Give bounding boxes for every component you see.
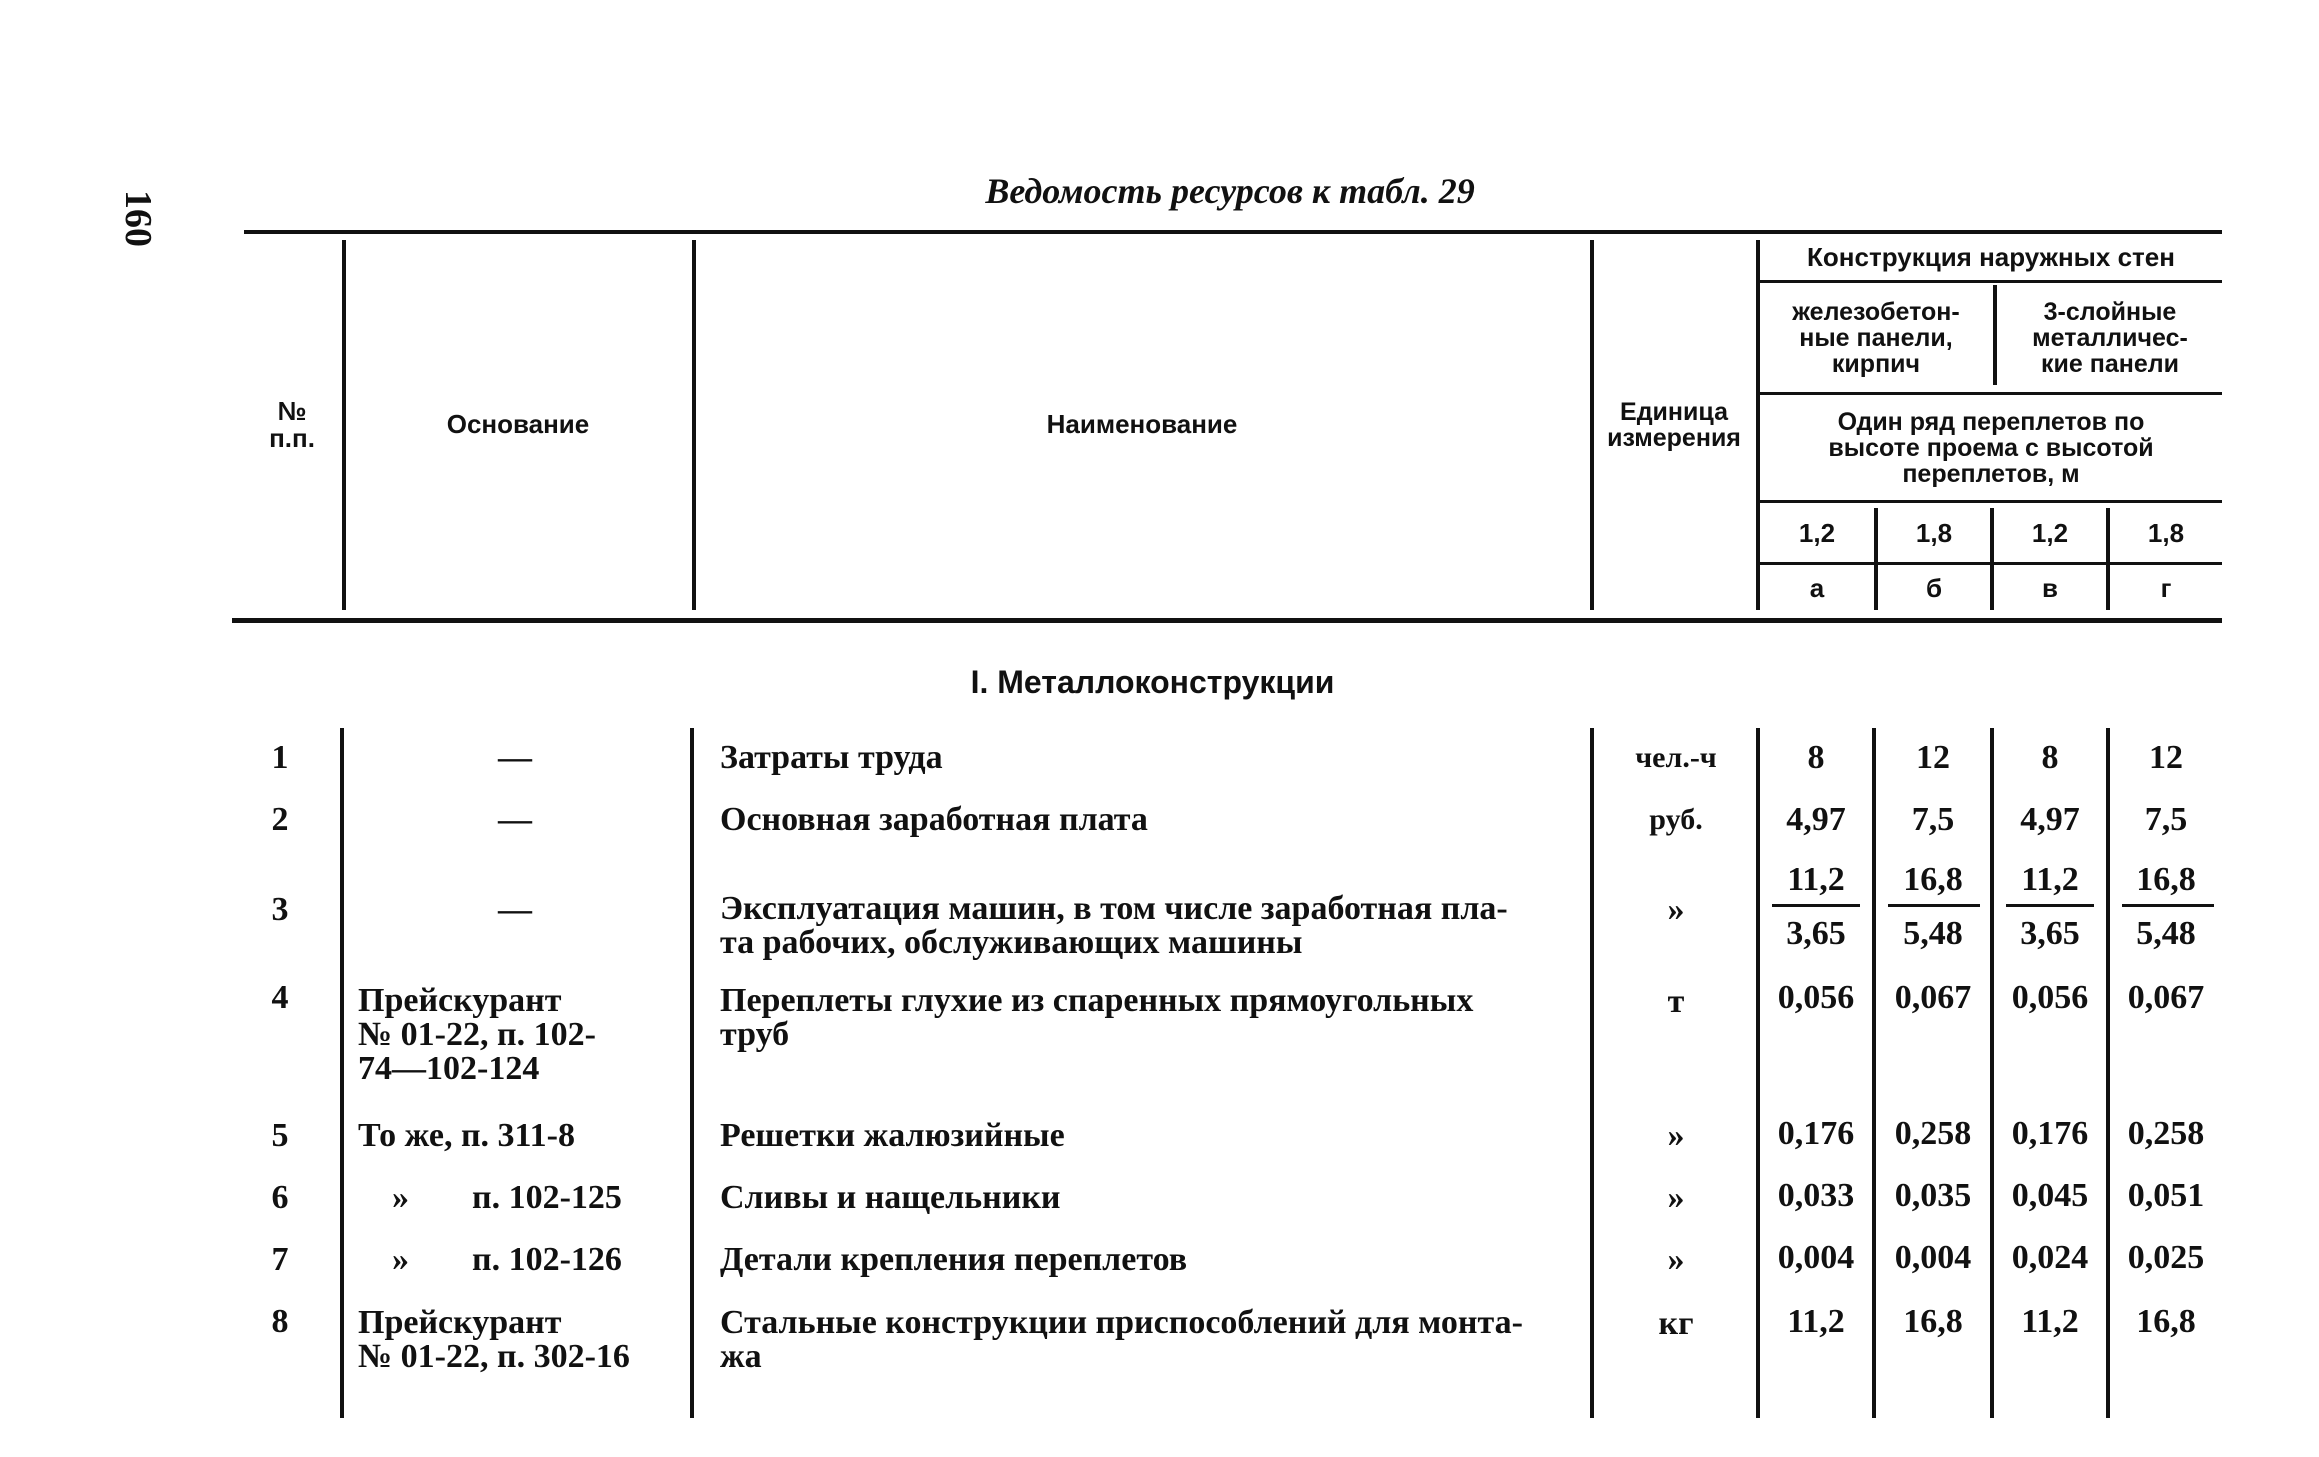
row-basis: То же, п. 311-8 <box>358 1117 575 1154</box>
header-height: 1,8 <box>2147 518 2185 549</box>
header-bottom-rule <box>232 618 2222 623</box>
header-unit: Единица измерения <box>1607 397 1741 452</box>
row-value: 16,8 <box>1903 1303 1963 1340</box>
header-name: Наименование <box>1046 409 1238 440</box>
body-divider <box>690 728 694 1418</box>
row-name: Решетки жалюзийные <box>720 1117 1065 1154</box>
header-sub-rule <box>1760 280 2222 283</box>
row-value: 7,5 <box>2144 801 2188 838</box>
row-value: 7,5 <box>1911 801 1955 838</box>
row-value-numerator: 11,2 <box>1787 861 1845 898</box>
fraction-line <box>2006 904 2094 907</box>
body-divider <box>1590 728 1594 1418</box>
row-name: Детали крепления переплетов <box>720 1241 1188 1278</box>
table-row-number: 2 <box>271 801 289 838</box>
body-divider <box>340 728 344 1418</box>
row-value: 11,2 <box>1787 1303 1845 1340</box>
row-basis-ditto-mark: » <box>392 1179 409 1216</box>
header-divider <box>1993 285 1997 385</box>
header-height: 1,2 <box>2031 518 2069 549</box>
row-unit: руб. <box>1649 803 1703 836</box>
row-value: 0,258 <box>1894 1115 1972 1152</box>
header-construction: Конструкция наружных стен <box>1807 242 2175 273</box>
page-number: 160 <box>117 190 159 247</box>
row-value-numerator: 16,8 <box>2136 861 2196 898</box>
row-value: 0,004 <box>1777 1239 1855 1276</box>
row-value: 8 <box>2041 739 2059 776</box>
row-basis: Прейскурант № 01-22, п. 102- 74—102-124 <box>358 982 596 1087</box>
header-letter: в <box>2042 573 2058 604</box>
row-basis: — <box>498 801 532 838</box>
table-row-number: 1 <box>271 739 289 776</box>
section-title: I. Металлоконструкции <box>970 664 1335 700</box>
row-value-denominator: 3,65 <box>2020 915 2080 952</box>
header-letter: а <box>1809 573 1825 604</box>
row-basis: п. 102-126 <box>472 1241 622 1278</box>
header-height: 1,8 <box>1915 518 1953 549</box>
row-unit: т <box>1667 983 1685 1020</box>
row-value: 4,97 <box>2020 801 2080 838</box>
row-basis: — <box>498 739 532 776</box>
row-value: 11,2 <box>2021 1303 2079 1340</box>
row-basis-ditto-mark: » <box>392 1241 409 1278</box>
header-group-concrete: железобетон- ные панели, кирпич <box>1792 297 1960 379</box>
row-value: 0,258 <box>2127 1115 2205 1152</box>
header-sub-rule <box>1760 392 2222 395</box>
row-value: 0,033 <box>1777 1177 1855 1214</box>
table-row-number: 8 <box>271 1303 289 1340</box>
row-value-denominator: 5,48 <box>1903 915 1963 952</box>
fraction-line <box>1888 904 1980 907</box>
row-value: 16,8 <box>2136 1303 2196 1340</box>
row-value: 8 <box>1807 739 1825 776</box>
row-value: 0,004 <box>1894 1239 1972 1276</box>
row-basis: — <box>498 891 532 928</box>
row-unit: » <box>1667 1179 1685 1216</box>
header-letter: г <box>2160 573 2172 604</box>
row-unit: чел.-ч <box>1635 741 1717 774</box>
header-sub-rule <box>1760 562 2222 565</box>
row-basis: п. 102-125 <box>472 1179 622 1216</box>
row-unit: » <box>1667 891 1685 928</box>
header-letter: б <box>1925 573 1943 604</box>
page-title: Ведомость ресурсов к табл. 29 <box>985 171 1475 211</box>
row-name: Стальные конструкции приспособлений для монта- жа <box>720 1304 1523 1375</box>
row-name: Эксплуатация машин, в том числе заработная пла- та рабочих, обслуживающих машины <box>720 890 1508 961</box>
row-value: 0,056 <box>1777 979 1855 1016</box>
row-value: 0,025 <box>2127 1239 2205 1276</box>
row-value-denominator: 3,65 <box>1786 915 1846 952</box>
row-value: 0,035 <box>1894 1177 1972 1214</box>
row-unit: » <box>1667 1241 1685 1278</box>
row-value: 0,176 <box>2011 1115 2089 1152</box>
fraction-line <box>1772 904 1860 907</box>
header-num: № п.п. <box>269 395 315 453</box>
header-group-metal: 3-слойные металличес- кие панели <box>2032 297 2188 379</box>
top-rule <box>244 230 2222 234</box>
header-window-row: Один ряд переплетов по высоте проема с высотой переплетов, м <box>1828 407 2154 489</box>
fraction-line <box>2122 904 2214 907</box>
row-value: 12 <box>1916 739 1950 776</box>
table-row-number: 7 <box>271 1241 289 1278</box>
row-name: Основная заработная плата <box>720 801 1148 838</box>
row-value-numerator: 16,8 <box>1903 861 1963 898</box>
header-height: 1,2 <box>1798 518 1836 549</box>
row-name: Переплеты глухие из спаренных прямоугольных труб <box>720 982 1474 1053</box>
row-name: Затраты труда <box>720 739 943 776</box>
row-value: 0,067 <box>1894 979 1972 1016</box>
row-unit: кг <box>1658 1305 1694 1342</box>
row-basis: Прейскурант № 01-22, п. 302-16 <box>358 1304 630 1375</box>
header-basis: Основание <box>446 409 590 440</box>
table-row-number: 6 <box>271 1179 289 1216</box>
header-sub-rule <box>1760 500 2222 503</box>
table-row-number: 5 <box>271 1117 289 1154</box>
row-value: 0,045 <box>2011 1177 2089 1214</box>
row-name: Сливы и нащельники <box>720 1179 1061 1216</box>
row-value: 0,176 <box>1777 1115 1855 1152</box>
row-value: 0,024 <box>2011 1239 2089 1276</box>
row-value-numerator: 11,2 <box>2021 861 2079 898</box>
row-unit: » <box>1667 1117 1685 1154</box>
row-value: 0,067 <box>2127 979 2205 1016</box>
row-value: 0,051 <box>2127 1177 2205 1214</box>
table-row-number: 3 <box>271 891 289 928</box>
row-value-denominator: 5,48 <box>2136 915 2196 952</box>
row-value: 0,056 <box>2011 979 2089 1016</box>
table-row-number: 4 <box>271 979 289 1016</box>
row-value: 12 <box>2149 739 2183 776</box>
row-value: 4,97 <box>1786 801 1846 838</box>
